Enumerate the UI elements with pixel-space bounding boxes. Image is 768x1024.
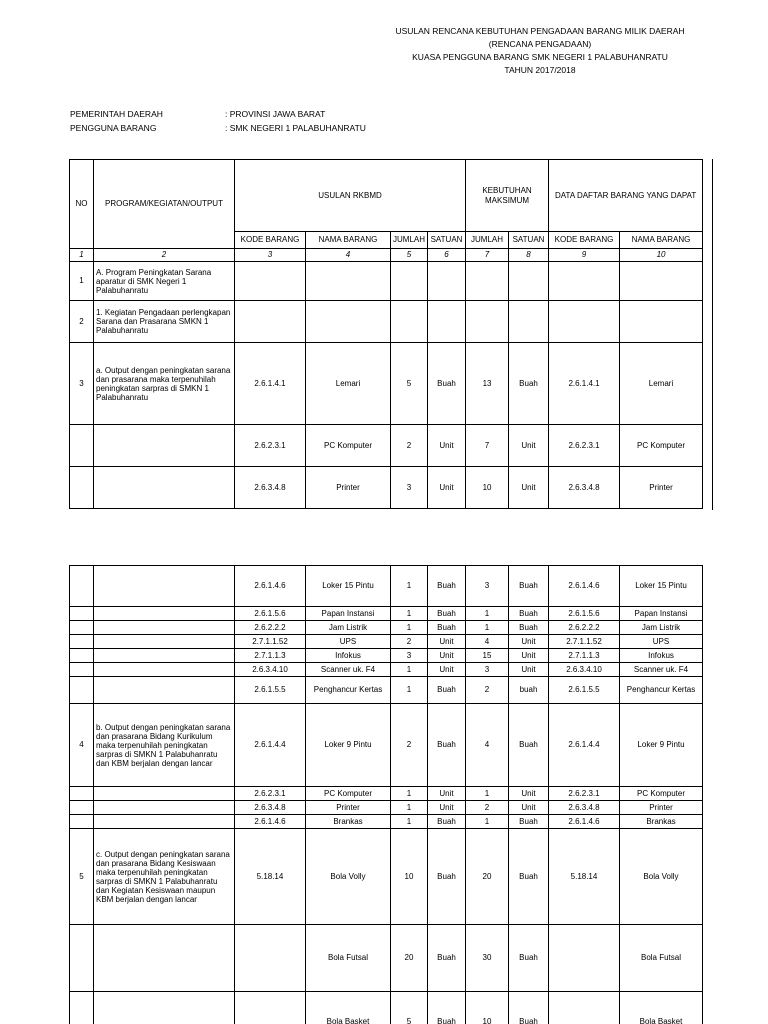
cell-satuan: Unit bbox=[428, 649, 466, 663]
cell-kebutuhan-jumlah: 1 bbox=[466, 607, 509, 621]
cell-kebutuhan-jumlah: 1 bbox=[466, 815, 509, 829]
cell-kebutuhan-jumlah: 2 bbox=[466, 801, 509, 815]
cell-satuan: Buah bbox=[428, 621, 466, 635]
meta-label: PENGGUNA BARANG bbox=[70, 123, 157, 133]
cell-data-kode-barang: 5.18.14 bbox=[549, 829, 620, 925]
cell-no bbox=[70, 566, 94, 607]
column-number: 8 bbox=[509, 249, 549, 262]
cell-kebutuhan-satuan: Buah bbox=[509, 566, 549, 607]
cell-no bbox=[70, 467, 94, 509]
cell-satuan: Unit bbox=[428, 787, 466, 801]
cell-kebutuhan-satuan bbox=[509, 301, 549, 343]
cell-kode-barang bbox=[235, 301, 306, 343]
cell-nama-barang: PC Komputer bbox=[306, 425, 391, 467]
cell-no bbox=[70, 925, 94, 992]
column-number: 6 bbox=[428, 249, 466, 262]
cell-satuan: Buah bbox=[428, 829, 466, 925]
header-data-kode-barang: KODE BARANG bbox=[549, 232, 620, 249]
cell-nama-barang: Loker 15 Pintu bbox=[306, 566, 391, 607]
cell-nama-barang: Bola Volly bbox=[306, 829, 391, 925]
cell-kode-barang bbox=[235, 262, 306, 301]
cell-kode-barang: 2.6.1.5.5 bbox=[235, 677, 306, 704]
cell-jumlah: 5 bbox=[391, 992, 428, 1024]
cell-kebutuhan-jumlah: 10 bbox=[466, 467, 509, 509]
cell-program bbox=[94, 621, 235, 635]
cell-data-kode-barang: 2.6.3.4.8 bbox=[549, 467, 620, 509]
cell-data-kode-barang: 2.7.1.1.52 bbox=[549, 635, 620, 649]
cell-kebutuhan-satuan: Buah bbox=[509, 925, 549, 992]
column-number: 10 bbox=[620, 249, 703, 262]
cell-data-kode-barang: 2.6.2.2.2 bbox=[549, 621, 620, 635]
cell-data-kode-barang: 2.6.3.4.8 bbox=[549, 801, 620, 815]
cell-nama-barang: Brankas bbox=[306, 815, 391, 829]
cell-no bbox=[70, 621, 94, 635]
cell-no bbox=[70, 607, 94, 621]
cell-no bbox=[70, 677, 94, 704]
table-row bbox=[70, 262, 703, 301]
cell-kebutuhan-satuan: Buah bbox=[509, 621, 549, 635]
cell-kebutuhan-jumlah bbox=[466, 301, 509, 343]
table-row bbox=[70, 621, 703, 635]
cell-kode-barang: 2.6.1.4.1 bbox=[235, 343, 306, 425]
column-number-row bbox=[70, 249, 703, 262]
cell-kebutuhan-jumlah: 20 bbox=[466, 829, 509, 925]
table-row bbox=[70, 425, 703, 467]
cell-kode-barang: 2.7.1.1.3 bbox=[235, 649, 306, 663]
cell-kebutuhan-jumlah: 1 bbox=[466, 621, 509, 635]
meta-value: : PROVINSI JAWA BARAT bbox=[225, 109, 326, 119]
table-row bbox=[70, 467, 703, 509]
cell-no: 4 bbox=[70, 704, 94, 787]
table-row bbox=[70, 992, 703, 1024]
cell-nama-barang: Bola Futsal bbox=[306, 925, 391, 992]
cell-no bbox=[70, 425, 94, 467]
cell-program bbox=[94, 992, 235, 1024]
cell-satuan: Unit bbox=[428, 663, 466, 677]
cell-program bbox=[94, 677, 235, 704]
cell-satuan: Buah bbox=[428, 815, 466, 829]
cell-no: 2 bbox=[70, 301, 94, 343]
header-satuan: SATUAN bbox=[428, 232, 466, 249]
document-heading bbox=[360, 25, 720, 77]
cell-data-nama-barang: Penghancur Kertas bbox=[620, 677, 703, 704]
header-data-nama-barang: NAMA BARANG bbox=[620, 232, 703, 249]
cell-jumlah bbox=[391, 262, 428, 301]
table-row bbox=[70, 801, 703, 815]
cell-nama-barang: Bola Basket bbox=[306, 992, 391, 1024]
cell-kebutuhan-jumlah: 15 bbox=[466, 649, 509, 663]
cell-jumlah: 1 bbox=[391, 607, 428, 621]
cell-kode-barang: 2.6.1.5.6 bbox=[235, 607, 306, 621]
cell-program bbox=[94, 635, 235, 649]
cell-data-kode-barang: 2.6.1.4.1 bbox=[549, 343, 620, 425]
header-no: NO bbox=[70, 160, 94, 249]
cell-nama-barang: Printer bbox=[306, 467, 391, 509]
table-row bbox=[70, 635, 703, 649]
cell-kode-barang bbox=[235, 925, 306, 992]
cell-no bbox=[70, 815, 94, 829]
cell-kebutuhan-satuan: Buah bbox=[509, 343, 549, 425]
cell-program bbox=[94, 607, 235, 621]
cell-kebutuhan-jumlah: 13 bbox=[466, 343, 509, 425]
cell-program bbox=[94, 663, 235, 677]
cell-program: a. Output dengan peningkatan sarana dan prasarana maka terpenuhilah peningkatan sarpras di SMKN 1 Palabuhanratu bbox=[94, 343, 235, 425]
header-nama-barang: NAMA BARANG bbox=[306, 232, 391, 249]
cell-jumlah: 20 bbox=[391, 925, 428, 992]
cell-nama-barang: Infokus bbox=[306, 649, 391, 663]
cell-jumlah: 1 bbox=[391, 621, 428, 635]
cell-jumlah: 3 bbox=[391, 467, 428, 509]
cell-kode-barang: 2.6.2.2.2 bbox=[235, 621, 306, 635]
rkbmd-table-page-1 bbox=[69, 159, 713, 510]
cell-no: 1 bbox=[70, 262, 94, 301]
cell-kebutuhan-satuan: Buah bbox=[509, 992, 549, 1024]
column-number: 7 bbox=[466, 249, 509, 262]
cell-data-nama-barang: PC Komputer bbox=[620, 425, 703, 467]
cell-data-nama-barang: Papan Instansi bbox=[620, 607, 703, 621]
table-row bbox=[70, 301, 703, 343]
cell-program: c. Output dengan peningkatan sarana dan prasarana Bidang Kesiswaan maka terpenuhilah peningkatan sarpras di SMKN 1 Palabuhanratu dan Kegiatan Kesiswaan maupun KBM berjalan dengan lancar bbox=[94, 829, 235, 925]
cell-satuan: Buah bbox=[428, 566, 466, 607]
cell-kebutuhan-satuan: Unit bbox=[509, 635, 549, 649]
cell-data-nama-barang: Lemari bbox=[620, 343, 703, 425]
cell-kebutuhan-satuan: buah bbox=[509, 677, 549, 704]
cell-kode-barang: 2.6.3.4.8 bbox=[235, 801, 306, 815]
cell-data-nama-barang: Brankas bbox=[620, 815, 703, 829]
cell-no bbox=[70, 663, 94, 677]
column-number: 2 bbox=[94, 249, 235, 262]
cell-jumlah: 1 bbox=[391, 787, 428, 801]
cell-data-nama-barang: Printer bbox=[620, 801, 703, 815]
cell-no bbox=[70, 787, 94, 801]
cell-kode-barang bbox=[235, 992, 306, 1024]
cell-kebutuhan-jumlah: 30 bbox=[466, 925, 509, 992]
header-usulan-rkbmd: USULAN RKBMD bbox=[235, 160, 466, 232]
cell-data-nama-barang: Bola Volly bbox=[620, 829, 703, 925]
header-kebutuhan-jumlah: JUMLAH bbox=[466, 232, 509, 249]
cell-kebutuhan-jumlah bbox=[466, 262, 509, 301]
header-kebutuhan-maksimum: KEBUTUHAN MAKSIMUM bbox=[466, 160, 549, 232]
cell-data-nama-barang: PC Komputer bbox=[620, 787, 703, 801]
cell-program: b. Output dengan peningkatan sarana dan prasarana Bidang Kurikulum maka terpenuhilah peningkatan sarpras di SMKN 1 Palabuhanratu dan KBM berjalan dengan lancar bbox=[94, 704, 235, 787]
cell-data-nama-barang bbox=[620, 301, 703, 343]
cell-kode-barang: 2.7.1.1.52 bbox=[235, 635, 306, 649]
column-number: 1 bbox=[70, 249, 94, 262]
cell-jumlah: 2 bbox=[391, 704, 428, 787]
table-row bbox=[70, 815, 703, 829]
cell-data-nama-barang: Loker 9 Pintu bbox=[620, 704, 703, 787]
cell-no bbox=[70, 801, 94, 815]
rkbmd-table-continued bbox=[69, 565, 703, 1024]
cell-kebutuhan-satuan: Unit bbox=[509, 787, 549, 801]
cell-satuan bbox=[428, 301, 466, 343]
cell-nama-barang: Loker 9 Pintu bbox=[306, 704, 391, 787]
cell-satuan: Unit bbox=[428, 635, 466, 649]
cell-program bbox=[94, 425, 235, 467]
cell-data-nama-barang: Scanner uk. F4 bbox=[620, 663, 703, 677]
cell-satuan: Buah bbox=[428, 925, 466, 992]
cell-kode-barang: 2.6.1.4.4 bbox=[235, 704, 306, 787]
meta-row-pemerintah bbox=[70, 107, 366, 121]
cell-data-kode-barang: 2.6.1.4.6 bbox=[549, 815, 620, 829]
cell-program bbox=[94, 566, 235, 607]
table-row bbox=[70, 787, 703, 801]
rkbmd-table bbox=[69, 159, 703, 509]
cell-kebutuhan-satuan: Unit bbox=[509, 425, 549, 467]
cell-program bbox=[94, 801, 235, 815]
cell-data-nama-barang: Bola Basket bbox=[620, 992, 703, 1024]
meta-row-pengguna bbox=[70, 121, 366, 135]
document-meta bbox=[70, 107, 366, 135]
cell-data-nama-barang: Loker 15 Pintu bbox=[620, 566, 703, 607]
cell-satuan bbox=[428, 262, 466, 301]
cell-satuan: Buah bbox=[428, 704, 466, 787]
cell-program bbox=[94, 467, 235, 509]
cell-no bbox=[70, 992, 94, 1024]
cell-program: A. Program Peningkatan Sarana aparatur di SMK Negeri 1 Palabuhanratu bbox=[94, 262, 235, 301]
cell-kode-barang: 2.6.1.4.6 bbox=[235, 815, 306, 829]
cell-jumlah bbox=[391, 301, 428, 343]
cell-kebutuhan-jumlah: 1 bbox=[466, 787, 509, 801]
header-kode-barang: KODE BARANG bbox=[235, 232, 306, 249]
header-row-top bbox=[70, 160, 703, 232]
meta-value: : SMK NEGERI 1 PALABUHANRATU bbox=[225, 123, 366, 133]
cell-data-nama-barang: UPS bbox=[620, 635, 703, 649]
cell-kebutuhan-satuan: Unit bbox=[509, 467, 549, 509]
column-number: 3 bbox=[235, 249, 306, 262]
cell-data-nama-barang: Printer bbox=[620, 467, 703, 509]
rkbmd-table-page-2 bbox=[69, 565, 712, 1024]
cell-data-kode-barang: 2.6.1.5.6 bbox=[549, 607, 620, 621]
cell-jumlah: 2 bbox=[391, 635, 428, 649]
cell-jumlah: 2 bbox=[391, 425, 428, 467]
cell-program bbox=[94, 649, 235, 663]
header-program: PROGRAM/KEGIATAN/OUTPUT bbox=[94, 160, 235, 249]
cell-data-nama-barang: Jam Listrik bbox=[620, 621, 703, 635]
cell-no bbox=[70, 649, 94, 663]
cell-data-kode-barang: 2.6.1.5.5 bbox=[549, 677, 620, 704]
cell-data-kode-barang bbox=[549, 992, 620, 1024]
cell-kebutuhan-jumlah: 3 bbox=[466, 663, 509, 677]
cell-data-kode-barang: 2.6.3.4.10 bbox=[549, 663, 620, 677]
cell-jumlah: 5 bbox=[391, 343, 428, 425]
cell-jumlah: 1 bbox=[391, 801, 428, 815]
cell-satuan: Unit bbox=[428, 425, 466, 467]
column-number: 5 bbox=[391, 249, 428, 262]
cell-program bbox=[94, 787, 235, 801]
cell-kebutuhan-jumlah: 2 bbox=[466, 677, 509, 704]
table-row bbox=[70, 704, 703, 787]
header-data-daftar-barang: DATA DAFTAR BARANG YANG DAPAT bbox=[549, 160, 703, 232]
cell-no bbox=[70, 635, 94, 649]
cell-kebutuhan-jumlah: 7 bbox=[466, 425, 509, 467]
column-number: 4 bbox=[306, 249, 391, 262]
cell-satuan: Buah bbox=[428, 992, 466, 1024]
cell-kebutuhan-satuan: Buah bbox=[509, 607, 549, 621]
cell-nama-barang: Lemari bbox=[306, 343, 391, 425]
heading-line-2: (RENCANA PENGADAAN) bbox=[488, 39, 592, 49]
table-row bbox=[70, 925, 703, 992]
cell-kode-barang: 2.6.3.4.10 bbox=[235, 663, 306, 677]
cell-data-nama-barang: Infokus bbox=[620, 649, 703, 663]
cell-kode-barang: 2.6.3.4.8 bbox=[235, 467, 306, 509]
cell-satuan: Unit bbox=[428, 801, 466, 815]
header-kebutuhan-satuan: SATUAN bbox=[509, 232, 549, 249]
heading-line-1: USULAN RENCANA KEBUTUHAN PENGADAAN BARANG MILIK DAERAH bbox=[395, 26, 685, 36]
table-row bbox=[70, 677, 703, 704]
cell-nama-barang: Printer bbox=[306, 801, 391, 815]
cell-kebutuhan-jumlah: 4 bbox=[466, 704, 509, 787]
cell-program bbox=[94, 925, 235, 992]
cell-kode-barang: 5.18.14 bbox=[235, 829, 306, 925]
cell-nama-barang: PC Komputer bbox=[306, 787, 391, 801]
cell-kebutuhan-satuan: Buah bbox=[509, 829, 549, 925]
table-row bbox=[70, 607, 703, 621]
cell-kebutuhan-jumlah: 3 bbox=[466, 566, 509, 607]
table-row bbox=[70, 343, 703, 425]
table-row bbox=[70, 829, 703, 925]
cell-kode-barang: 2.6.2.3.1 bbox=[235, 787, 306, 801]
cell-nama-barang: Scanner uk. F4 bbox=[306, 663, 391, 677]
table-row bbox=[70, 649, 703, 663]
cell-kebutuhan-jumlah: 4 bbox=[466, 635, 509, 649]
cell-kode-barang: 2.6.1.4.6 bbox=[235, 566, 306, 607]
cell-program bbox=[94, 815, 235, 829]
cell-nama-barang bbox=[306, 301, 391, 343]
cell-data-kode-barang: 2.6.1.4.6 bbox=[549, 566, 620, 607]
cell-jumlah: 10 bbox=[391, 829, 428, 925]
cell-kebutuhan-jumlah: 10 bbox=[466, 992, 509, 1024]
meta-label: PEMERINTAH DAERAH bbox=[70, 109, 163, 119]
cell-nama-barang: Papan Instansi bbox=[306, 607, 391, 621]
cell-jumlah: 1 bbox=[391, 815, 428, 829]
cell-kebutuhan-satuan: Buah bbox=[509, 704, 549, 787]
cell-data-kode-barang: 2.6.2.3.1 bbox=[549, 425, 620, 467]
cell-jumlah: 3 bbox=[391, 649, 428, 663]
cell-nama-barang: Jam Listrik bbox=[306, 621, 391, 635]
cell-nama-barang: UPS bbox=[306, 635, 391, 649]
cell-kode-barang: 2.6.2.3.1 bbox=[235, 425, 306, 467]
cell-data-kode-barang: 2.6.1.4.4 bbox=[549, 704, 620, 787]
cell-program: 1. Kegiatan Pengadaan perlengkapan Sarana dan Prasarana SMKN 1 Palabuhanratu bbox=[94, 301, 235, 343]
column-number: 9 bbox=[549, 249, 620, 262]
cell-kebutuhan-satuan: Unit bbox=[509, 801, 549, 815]
cell-no: 5 bbox=[70, 829, 94, 925]
cell-kebutuhan-satuan: Unit bbox=[509, 663, 549, 677]
cell-kebutuhan-satuan: Buah bbox=[509, 815, 549, 829]
cell-satuan: Buah bbox=[428, 677, 466, 704]
cell-no: 3 bbox=[70, 343, 94, 425]
cell-data-kode-barang bbox=[549, 925, 620, 992]
header-jumlah: JUMLAH bbox=[391, 232, 428, 249]
cell-satuan: Buah bbox=[428, 607, 466, 621]
table-row bbox=[70, 663, 703, 677]
cell-jumlah: 1 bbox=[391, 677, 428, 704]
cell-data-kode-barang bbox=[549, 262, 620, 301]
cell-data-kode-barang bbox=[549, 301, 620, 343]
cell-data-kode-barang: 2.7.1.1.3 bbox=[549, 649, 620, 663]
cell-satuan: Buah bbox=[428, 343, 466, 425]
cell-data-nama-barang: Bola Futsal bbox=[620, 925, 703, 992]
table-row bbox=[70, 566, 703, 607]
cell-data-kode-barang: 2.6.2.3.1 bbox=[549, 787, 620, 801]
cell-jumlah: 1 bbox=[391, 566, 428, 607]
cell-kebutuhan-satuan: Unit bbox=[509, 649, 549, 663]
cell-nama-barang: Penghancur Kertas bbox=[306, 677, 391, 704]
cell-jumlah: 1 bbox=[391, 663, 428, 677]
heading-line-4: TAHUN 2017/2018 bbox=[504, 65, 576, 75]
heading-line-3: KUASA PENGGUNA BARANG SMK NEGERI 1 PALABUHANRATU bbox=[412, 52, 668, 62]
cell-kebutuhan-satuan bbox=[509, 262, 549, 301]
cell-data-nama-barang bbox=[620, 262, 703, 301]
cell-satuan: Unit bbox=[428, 467, 466, 509]
cell-nama-barang bbox=[306, 262, 391, 301]
